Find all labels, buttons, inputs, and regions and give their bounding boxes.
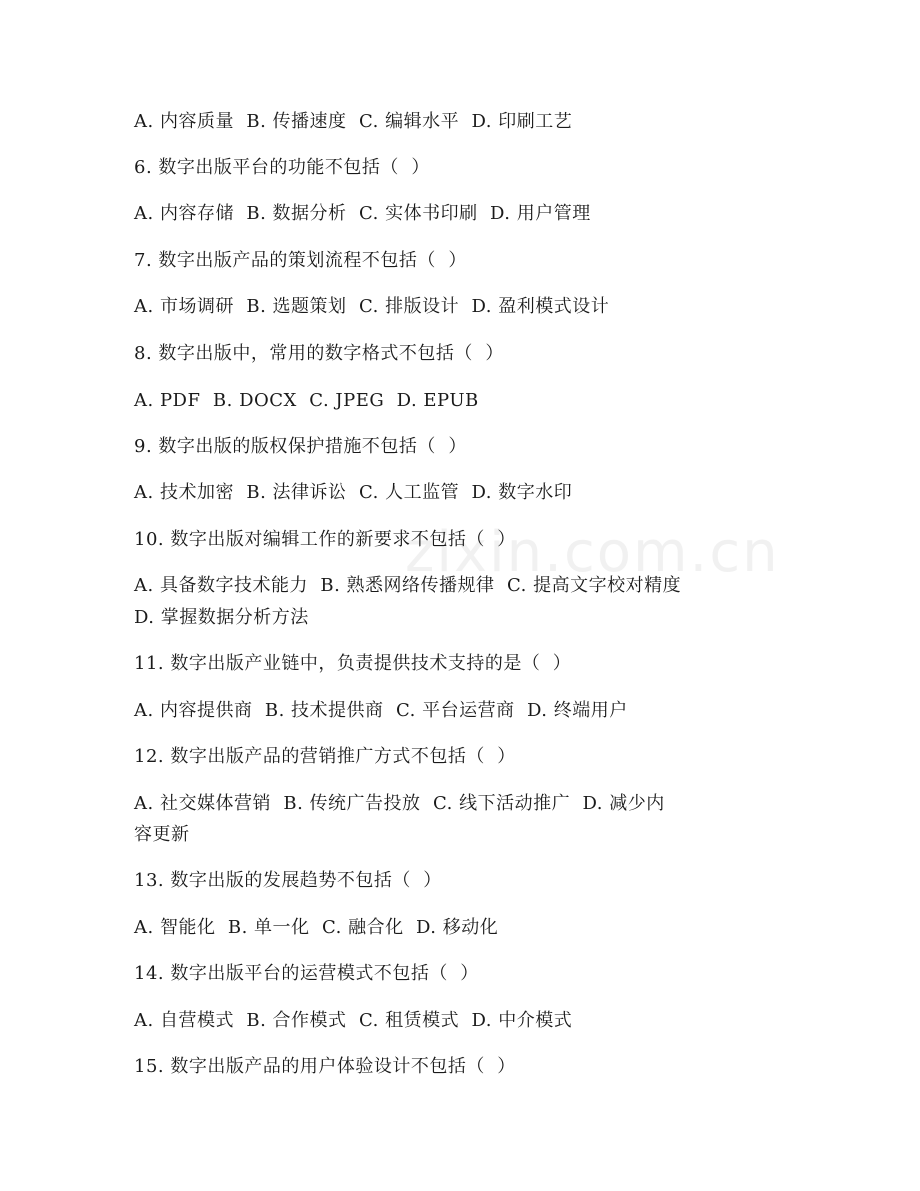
question-14: 14. 数字出版平台的运营模式不包括（ ） bbox=[134, 963, 479, 984]
question-13: 13. 数字出版的发展趋势不包括（ ） bbox=[134, 870, 442, 891]
answer-options-q14: A. 自营模式 B. 合作模式 C. 租赁模式 D. 中介模式 bbox=[134, 1010, 573, 1031]
answer-options-q13: A. 智能化 B. 单一化 C. 融合化 D. 移动化 bbox=[134, 917, 499, 938]
question-15: 15. 数字出版产品的用户体验设计不包括（ ） bbox=[134, 1056, 516, 1077]
answer-options-q7: A. 市场调研 B. 选题策划 C. 排版设计 D. 盈利模式设计 bbox=[134, 296, 610, 317]
answer-options-q11: A. 内容提供商 B. 技术提供商 C. 平台运营商 D. 终端用户 bbox=[134, 700, 628, 721]
answer-options-q9: A. 技术加密 B. 法律诉讼 C. 人工监管 D. 数字水印 bbox=[134, 482, 573, 503]
question-7: 7. 数字出版产品的策划流程不包括（ ） bbox=[134, 250, 467, 271]
question-12: 12. 数字出版产品的营销推广方式不包括（ ） bbox=[134, 746, 516, 767]
question-9: 9. 数字出版的版权保护措施不包括（ ） bbox=[134, 436, 467, 457]
watermark-text: zixin.com.cn bbox=[405, 520, 780, 585]
answer-options-q6: A. 内容存储 B. 数据分析 C. 实体书印刷 D. 用户管理 bbox=[134, 203, 591, 224]
question-8: 8. 数字出版中，常用的数字格式不包括（ ） bbox=[134, 343, 504, 364]
answer-options-q12-line2: 容更新 bbox=[134, 824, 190, 845]
answer-options-q10-line1: A. 具备数字技术能力 B. 熟悉网络传播规律 C. 提高文字校对精度 bbox=[134, 575, 682, 596]
question-10: 10. 数字出版对编辑工作的新要求不包括（ ） bbox=[134, 529, 516, 550]
question-11: 11. 数字出版产业链中，负责提供技术支持的是（ ） bbox=[134, 653, 572, 674]
answer-options-q5: A. 内容质量 B. 传播速度 C. 编辑水平 D. 印刷工艺 bbox=[134, 111, 573, 132]
answer-options-q12-line1: A. 社交媒体营销 B. 传统广告投放 C. 线下活动推广 D. 减少内 bbox=[134, 793, 665, 814]
answer-options-q10-line2: D. 掌握数据分析方法 bbox=[134, 607, 309, 628]
question-6: 6. 数字出版平台的功能不包括（ ） bbox=[134, 157, 430, 178]
answer-options-q8: A. PDF B. DOCX C. JPEG D. EPUB bbox=[134, 390, 479, 411]
